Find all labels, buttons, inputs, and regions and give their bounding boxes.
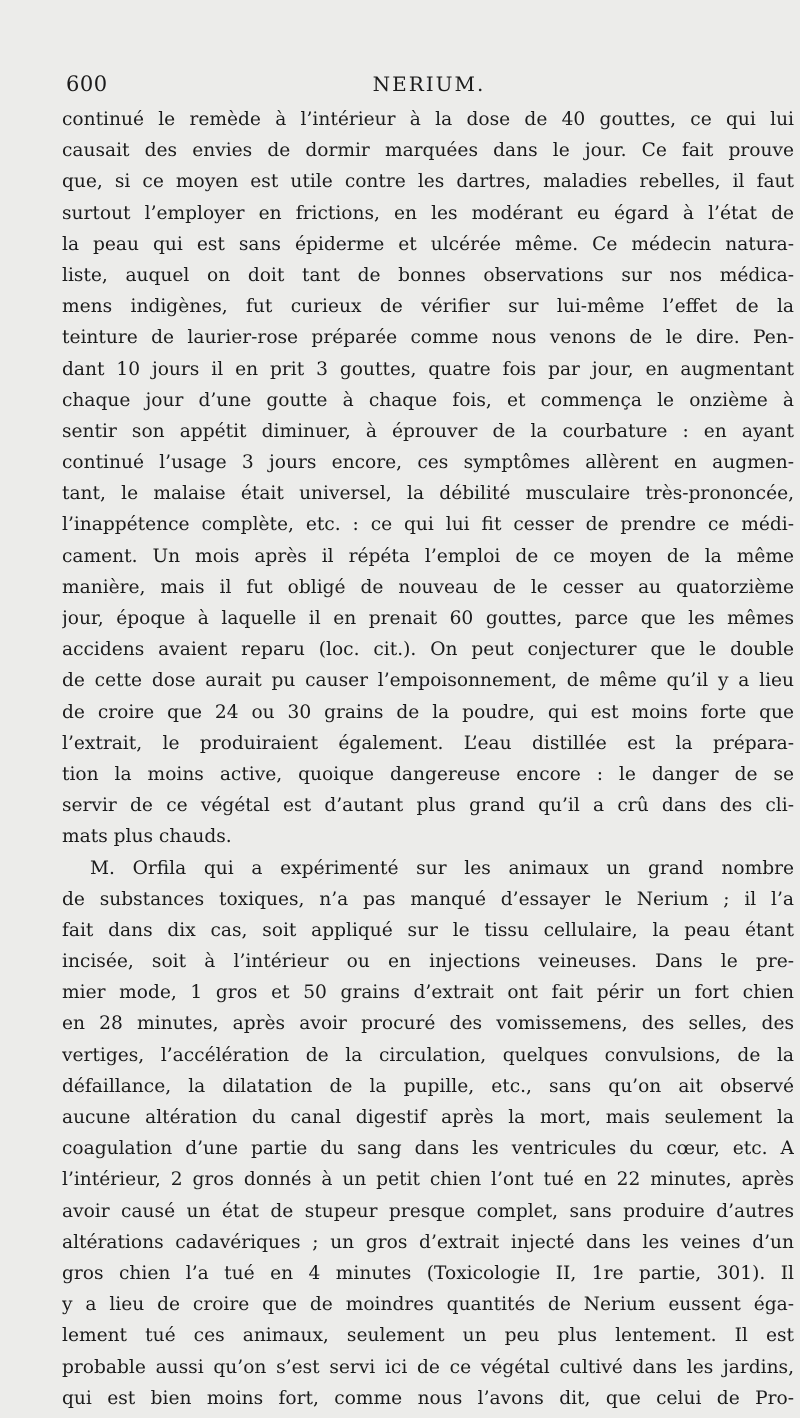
- text-line: liste, auquel on doit tant de bonnes observations sur nos médica-: [62, 264, 794, 286]
- text-line: continué le remède à l’intérieur à la dose de 40 gouttes, ce qui lui: [62, 109, 794, 130]
- paragraph-end-line: mats plus chauds.: [62, 826, 232, 848]
- text-line: y a lieu de croire que de moindres quantités de Nerium eussent éga-: [62, 1294, 794, 1316]
- text-line: incisée, soit à l’intérieur ou en injections veineuses. Dans le pre-: [62, 951, 794, 973]
- page-number: 600: [66, 72, 108, 96]
- text-line: mens indigènes, fut curieux de vérifier sur lui-même l’effet de la: [62, 296, 794, 318]
- text-line: altérations cadavériques ; un gros d’extrait injecté dans les veines d’un: [62, 1231, 794, 1253]
- text-line: défaillance, la dilatation de la pupille, etc., sans qu’on ait observé: [62, 1075, 794, 1097]
- text-line: cament. Un mois après il répéta l’emploi de ce moyen de la même: [62, 545, 794, 567]
- text-line: jour, époque à laquelle il en prenait 60 gouttes, parce que les mêmes: [62, 608, 794, 629]
- text-line: fait dans dix cas, soit appliqué sur le tissu cellulaire, la peau étant: [62, 919, 794, 941]
- text-line: servir de ce végétal est d’autant plus grand qu’il a crû dans des cli-: [62, 795, 794, 817]
- text-line: qui est bien moins fort, comme nous l’avons dit, que celui de Pro-: [62, 1387, 794, 1409]
- text-line: lement tué ces animaux, seulement un peu plus lentement. Il est: [62, 1325, 794, 1347]
- text-line: surtout l’employer en frictions, en les modérant eu égard à l’état de: [62, 202, 794, 224]
- running-title: NERIUM.: [372, 72, 486, 96]
- text-line: tion la moins active, quoique dangereuse encore : le danger de se: [62, 763, 794, 785]
- text-line: teinture de laurier-rose préparée comme nous venons de le dire. Pen-: [62, 327, 794, 349]
- text-line: avoir causé un état de stupeur presque complet, sans produire d’autres: [62, 1200, 794, 1222]
- text-line: l’intérieur, 2 gros donnés à un petit chien l’ont tué en 22 minutes, après: [62, 1169, 794, 1191]
- text-line: gros chien l’a tué en 4 minutes (Toxicologie II, 1re partie, 301). Il: [62, 1262, 794, 1284]
- text-line: tant, le malaise était universel, la débilité musculaire très-prononcée,: [62, 483, 794, 505]
- text-line: la peau qui est sans épiderme et ulcérée même. Ce médecin natura-: [62, 233, 794, 255]
- text-line: de croire que 24 ou 30 grains de la poudre, qui est moins forte que: [62, 701, 794, 723]
- text-line: manière, mais il fut obligé de nouveau de le cesser au quatorzième: [62, 576, 794, 598]
- text-line: aucune altération du canal digestif après la mort, mais seulement la: [62, 1107, 794, 1128]
- paragraph-start-line: M. Orfila qui a expérimenté sur les animaux un grand nombre: [90, 857, 794, 879]
- text-line: que, si ce moyen est utile contre les dartres, maladies rebelles, il faut: [62, 171, 794, 193]
- text-line: coagulation d’une partie du sang dans les ventricules du cœur, etc. A: [62, 1138, 794, 1160]
- text-line: causait des envies de dormir marquées dans le jour. Ce fait prouve: [62, 140, 794, 162]
- text-line: en 28 minutes, après avoir procuré des vomissemens, des selles, des: [62, 1013, 794, 1035]
- text-line: vertiges, l’accélération de la circulation, quelques convulsions, de la: [62, 1044, 794, 1066]
- text-line: chaque jour d’une goutte à chaque fois, et commença le onzième à: [62, 389, 794, 411]
- text-line: l’extrait, le produiraient également. L’eau distillée est la prépara-: [62, 732, 794, 754]
- text-line: mier mode, 1 gros et 50 grains d’extrait ont fait périr un fort chien: [62, 982, 794, 1004]
- text-line: continué l’usage 3 jours encore, ces symptômes allèrent en augmen-: [62, 452, 794, 474]
- text-line: accidens avaient reparu (loc. cit.). On peut conjecturer que le double: [62, 639, 794, 661]
- page-header: [66, 72, 792, 100]
- text-line: sentir son appétit diminuer, à éprouver de la courbature : en ayant: [62, 420, 794, 442]
- text-line: de substances toxiques, n’a pas manqué d’essayer le Nerium ; il l’a: [62, 888, 794, 910]
- text-line: de cette dose aurait pu causer l’empoisonnement, de même qu’il y a lieu: [62, 670, 794, 692]
- text-line: probable aussi qu’on s’est servi ici de ce végétal cultivé dans les jardins,: [62, 1356, 794, 1378]
- text-line: dant 10 jours il en prit 3 gouttes, quatre fois par jour, en augmentant: [62, 358, 794, 380]
- body-text: [62, 104, 794, 1414]
- text-line: l’inappétence complète, etc. : ce qui lui fit cesser de prendre ce médi-: [62, 514, 794, 536]
